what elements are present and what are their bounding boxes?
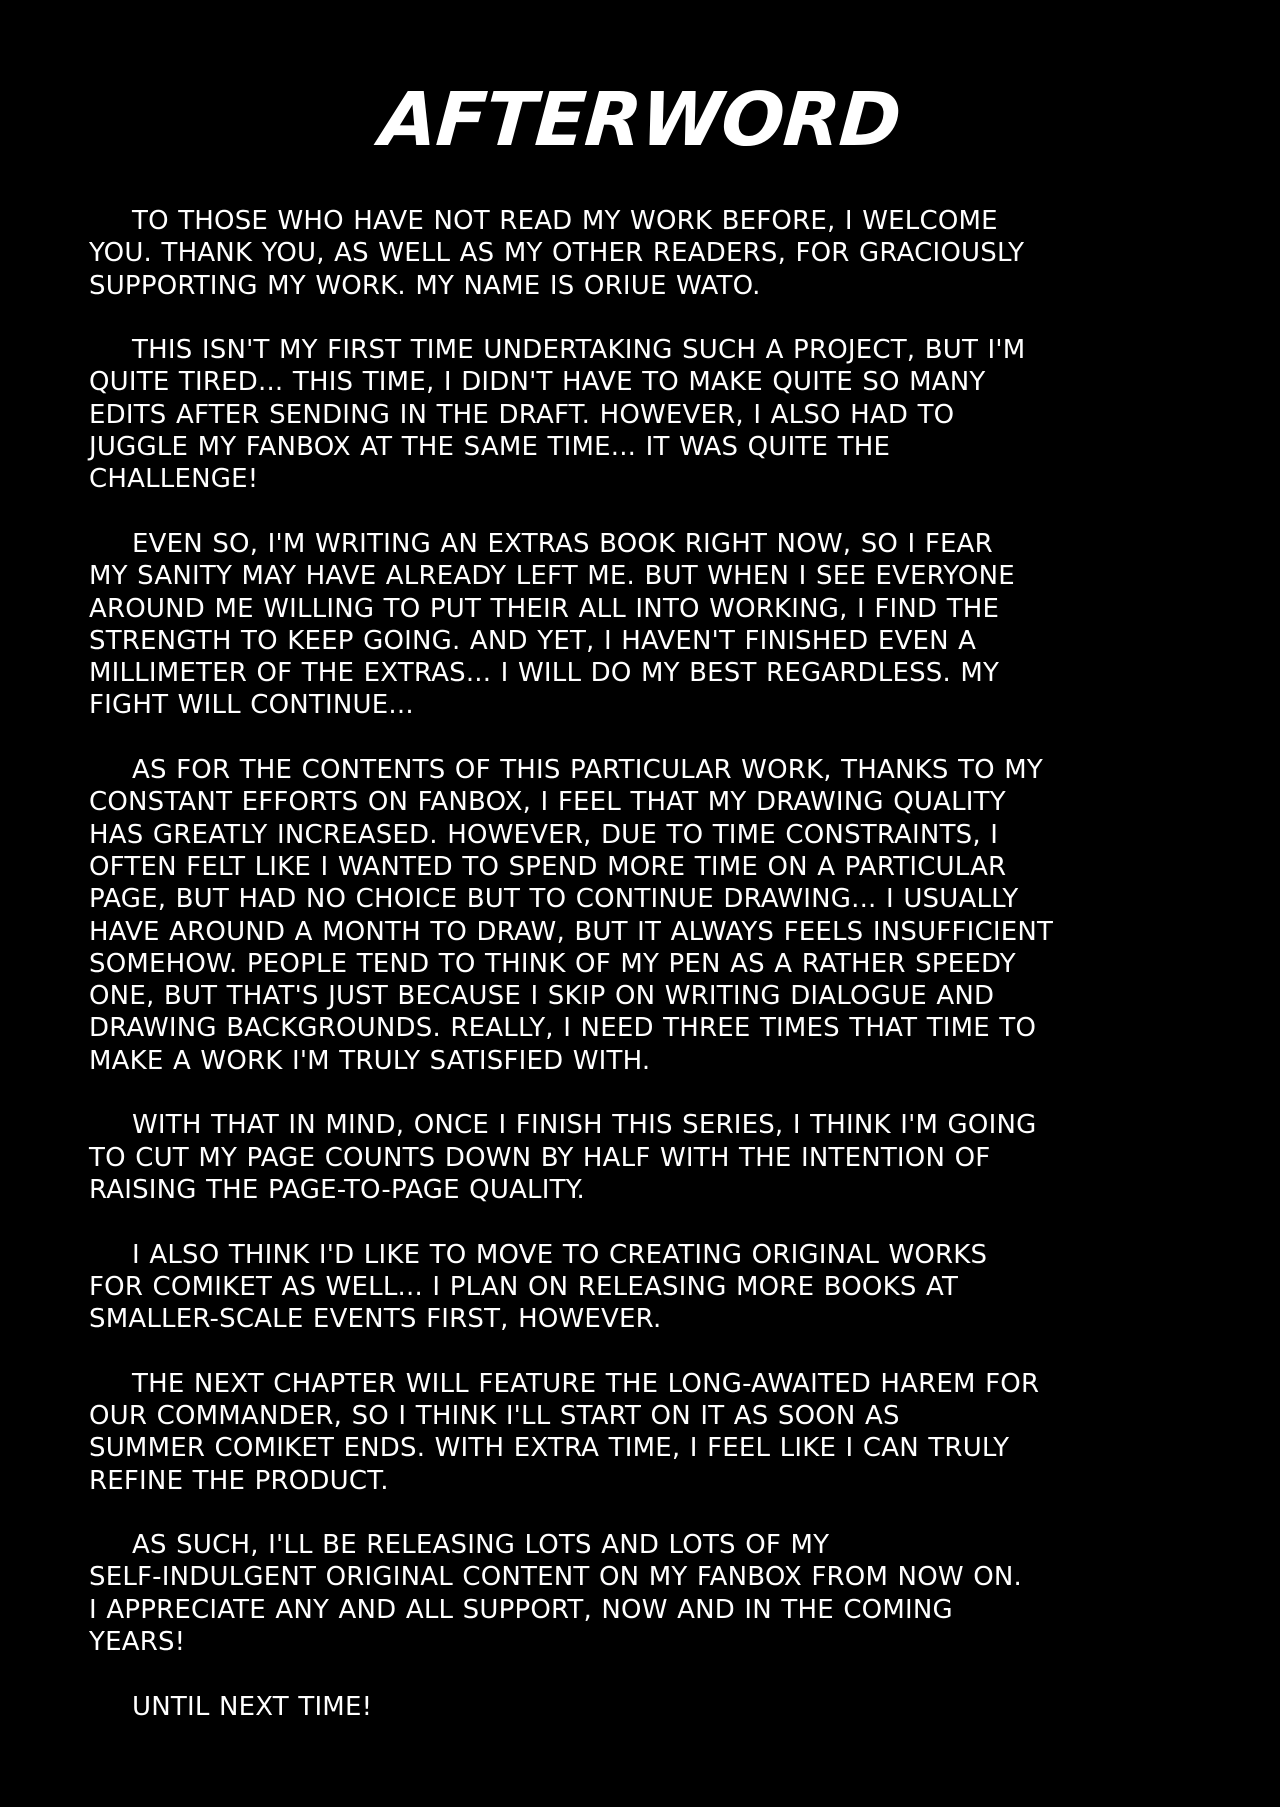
paragraph-page-counts: WITH THAT IN MIND, ONCE I FINISH THIS SERIES, I THINK I'M GOING TO CUT MY PAGE COUNTS DOWN BY HALF WITH THE INTENTION OF RAISING THE PAGE-TO-PAGE QUALITY. <box>89 1110 1037 1205</box>
paragraph-extras-book: EVEN SO, I'M WRITING AN EXTRAS BOOK RIGHT NOW, SO I FEAR MY SANITY MAY HAVE ALREADY LEFT ME. BUT WHEN I SEE EVERYONE AROUND ME WILLING TO PUT THEIR ALL INTO WORKING, I FIND THE STRENGTH TO KEEP GOING. AND YET, I HAVEN'T FINISHED EVEN A MILLIMETER OF THE EXTRAS... I WILL DO MY BEST REGARDLESS. MY FIGHT WILL CONTINUE... <box>89 528 1015 721</box>
paragraph-original-works: I ALSO THINK I'D LIKE TO MOVE TO CREATING ORIGINAL WORKS FOR COMIKET AS WELL... I PLAN ON RELEASING MORE BOOKS AT SMALLER-SCALE EVENTS FIRST, HOWEVER. <box>89 1239 988 1335</box>
paragraph-fanbox: AS SUCH, I'LL BE RELEASING LOTS AND LOTS OF MY SELF-INDULGENT ORIGINAL CONTENT ON MY FANBOX FROM NOW ON. I APPRECIATE ANY AND ALL SUPPORT, NOW AND IN THE COMING YEARS! <box>89 1530 1023 1658</box>
paragraph-welcome: TO THOSE WHO HAVE NOT READ MY WORK BEFORE, I WELCOME YOU. THANK YOU, AS WELL AS MY OTHER READERS, FOR GRACIOUSLY SUPPORTING MY WORK. MY NAME IS ORIUE WATO. <box>89 206 1025 301</box>
paragraph-signoff: UNTIL NEXT TIME! <box>132 1691 373 1722</box>
afterword-body <box>89 205 1199 1723</box>
paragraph-next-chapter: THE NEXT CHAPTER WILL FEATURE THE LONG-AWAITED HAREM FOR OUR COMMANDER, SO I THINK I'LL START ON IT AS SOON AS SUMMER COMIKET ENDS. WITH EXTRA TIME, I FEEL LIKE I CAN TRULY REFINE THE PRODUCT. <box>89 1368 1040 1496</box>
page-title: AFTERWORD <box>377 77 903 163</box>
paragraph-project: THIS ISN'T MY FIRST TIME UNDERTAKING SUCH A PROJECT, BUT I'M QUITE TIRED... THIS TIME, I DIDN'T HAVE TO MAKE QUITE SO MANY EDITS AFTER SENDING IN THE DRAFT. HOWEVER, I ALSO HAD TO JUGGLE MY FANBOX AT THE SAME TIME... IT WAS QUITE THE CHALLENGE! <box>89 335 1026 495</box>
paragraph-contents: AS FOR THE CONTENTS OF THIS PARTICULAR WORK, THANKS TO MY CONSTANT EFFORTS ON FANBOX, I FEEL THAT MY DRAWING QUALITY HAS GREATLY INCREASED. HOWEVER, DUE TO TIME CONSTRAINTS, I OFTEN FELT LIKE I WANTED TO SPEND MORE TIME ON A PARTICULAR PAGE, BUT HAD NO CHOICE BUT TO CONTINUE DRAWING... I USUALLY HAVE AROUND A MONTH TO DRAW, BUT IT ALWAYS FEELS INSUFFICIENT SOMEHOW. PEOPLE TEND TO THINK OF MY PEN AS A RATHER SPEEDY ONE, BUT THAT'S JUST BECAUSE I SKIP ON WRITING DIALOGUE AND DRAWING BACKGROUNDS. REALLY, I NEED THREE TIMES THAT TIME TO MAKE A WORK I'M TRULY SATISFIED WITH. <box>89 755 1054 1076</box>
